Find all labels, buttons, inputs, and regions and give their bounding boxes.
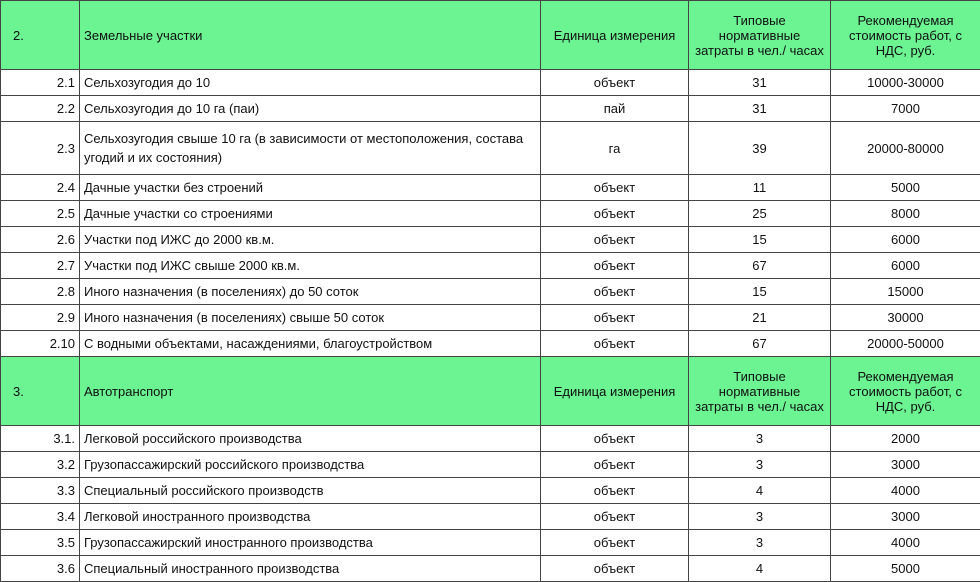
table-row	[1, 227, 980, 253]
row-name: Легковой российского производства	[80, 426, 541, 452]
row-unit: объект	[541, 504, 689, 530]
row-unit: объект	[541, 70, 689, 96]
table-row	[1, 556, 980, 582]
row-number: 2.3	[1, 122, 80, 175]
row-cost: 15000	[831, 279, 980, 305]
row-number: 2.6	[1, 227, 80, 253]
row-cost: 2000	[831, 426, 980, 452]
section-title: Земельные участки	[80, 1, 541, 70]
row-unit: объект	[541, 279, 689, 305]
row-name: Специальный иностранного производства	[80, 556, 541, 582]
price-table-body	[1, 1, 980, 582]
row-unit: объект	[541, 556, 689, 582]
row-hours: 3	[689, 426, 831, 452]
row-hours: 25	[689, 201, 831, 227]
row-number: 2.1	[1, 70, 80, 96]
row-cost: 4000	[831, 478, 980, 504]
row-unit: объект	[541, 305, 689, 331]
row-number: 2.9	[1, 305, 80, 331]
row-unit: объект	[541, 452, 689, 478]
row-cost: 6000	[831, 253, 980, 279]
row-cost: 5000	[831, 556, 980, 582]
row-cost: 5000	[831, 175, 980, 201]
row-unit: объект	[541, 175, 689, 201]
row-hours: 31	[689, 70, 831, 96]
row-cost: 8000	[831, 201, 980, 227]
row-name: Легковой иностранного производства	[80, 504, 541, 530]
row-unit: объект	[541, 253, 689, 279]
row-number: 3.1.	[1, 426, 80, 452]
row-number: 2.7	[1, 253, 80, 279]
row-hours: 39	[689, 122, 831, 175]
table-row	[1, 504, 980, 530]
row-number: 3.5	[1, 530, 80, 556]
row-unit: объект	[541, 478, 689, 504]
table-row	[1, 96, 980, 122]
row-name: Иного назначения (в поселениях) до 50 соток	[80, 279, 541, 305]
row-name: Дачные участки со строениями	[80, 201, 541, 227]
row-number: 3.2	[1, 452, 80, 478]
table-row	[1, 175, 980, 201]
row-name: Специальный российского производств	[80, 478, 541, 504]
row-name: Сельхозугодия до 10 га (паи)	[80, 96, 541, 122]
row-hours: 3	[689, 504, 831, 530]
row-name: С водными объектами, насаждениями, благоустройством	[80, 331, 541, 357]
row-cost: 4000	[831, 530, 980, 556]
row-hours: 21	[689, 305, 831, 331]
table-row	[1, 279, 980, 305]
row-number: 2.4	[1, 175, 80, 201]
section-number: 3.	[1, 357, 80, 426]
row-number: 3.4	[1, 504, 80, 530]
column-header-cost: Рекомендуемая стоимость работ, с НДС, руб.	[831, 357, 980, 426]
section-number: 2.	[1, 1, 80, 70]
row-hours: 67	[689, 253, 831, 279]
row-hours: 67	[689, 331, 831, 357]
row-name: Грузопассажирский российского производства	[80, 452, 541, 478]
row-hours: 3	[689, 452, 831, 478]
row-name: Иного назначения (в поселениях) свыше 50 соток	[80, 305, 541, 331]
row-number: 3.3	[1, 478, 80, 504]
row-cost: 10000-30000	[831, 70, 980, 96]
row-name: Сельхозугодия свыше 10 га (в зависимости от местоположения, состава угодий и их состояния)	[80, 122, 541, 175]
table-row	[1, 331, 980, 357]
row-number: 3.6	[1, 556, 80, 582]
row-unit: га	[541, 122, 689, 175]
row-number: 2.8	[1, 279, 80, 305]
section-header-row	[1, 357, 980, 426]
row-unit: объект	[541, 530, 689, 556]
row-unit: объект	[541, 331, 689, 357]
row-hours: 15	[689, 227, 831, 253]
column-header-hours: Типовые нормативные затраты в чел./ часах	[689, 357, 831, 426]
row-unit: пай	[541, 96, 689, 122]
row-unit: объект	[541, 201, 689, 227]
column-header-cost: Рекомендуемая стоимость работ, с НДС, руб.	[831, 1, 980, 70]
row-cost: 20000-50000	[831, 331, 980, 357]
row-name: Дачные участки без строений	[80, 175, 541, 201]
row-number: 2.5	[1, 201, 80, 227]
table-row	[1, 305, 980, 331]
table-row	[1, 452, 980, 478]
column-header-unit: Единица измерения	[541, 357, 689, 426]
row-hours: 4	[689, 556, 831, 582]
row-unit: объект	[541, 227, 689, 253]
row-name: Участки под ИЖС до 2000 кв.м.	[80, 227, 541, 253]
row-hours: 4	[689, 478, 831, 504]
row-name: Грузопассажирский иностранного производства	[80, 530, 541, 556]
section-header-row	[1, 1, 980, 70]
row-hours: 3	[689, 530, 831, 556]
row-name: Сельхозугодия до 10	[80, 70, 541, 96]
table-row	[1, 122, 980, 175]
row-cost: 30000	[831, 305, 980, 331]
table-row	[1, 70, 980, 96]
row-number: 2.10	[1, 331, 80, 357]
row-cost: 3000	[831, 452, 980, 478]
row-cost: 6000	[831, 227, 980, 253]
table-row	[1, 201, 980, 227]
row-hours: 31	[689, 96, 831, 122]
table-row	[1, 478, 980, 504]
row-name: Участки под ИЖС свыше 2000 кв.м.	[80, 253, 541, 279]
row-number: 2.2	[1, 96, 80, 122]
table-row	[1, 426, 980, 452]
row-cost: 7000	[831, 96, 980, 122]
row-unit: объект	[541, 426, 689, 452]
table-row	[1, 530, 980, 556]
table-row	[1, 253, 980, 279]
column-header-unit: Единица измерения	[541, 1, 689, 70]
row-cost: 20000-80000	[831, 122, 980, 175]
row-cost: 3000	[831, 504, 980, 530]
section-title: Автотранспорт	[80, 357, 541, 426]
row-hours: 15	[689, 279, 831, 305]
column-header-hours: Типовые нормативные затраты в чел./ часах	[689, 1, 831, 70]
row-hours: 11	[689, 175, 831, 201]
